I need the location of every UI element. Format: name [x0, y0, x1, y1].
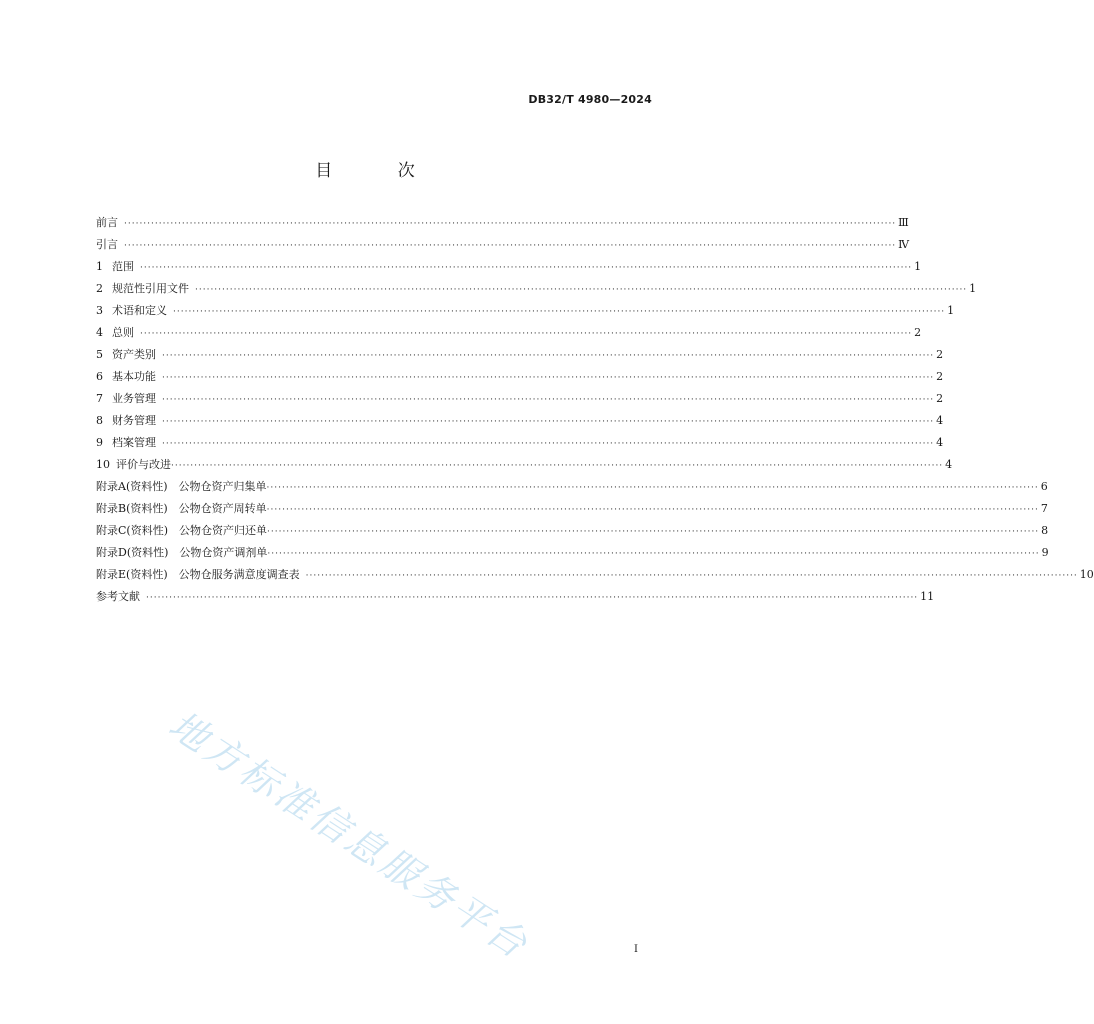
toc-label: [96, 432, 156, 454]
toc-text: 评价与改进: [116, 458, 171, 471]
toc-text: 资产类别: [112, 348, 156, 361]
toc-number: 10: [96, 458, 110, 471]
toc-leader: ········································································································································································································: [140, 263, 913, 273]
toc-label: 附录D(资料性) 公物仓资产调剂单: [96, 546, 268, 559]
standard-code: DB32/T 4980—2024: [528, 93, 652, 106]
toc-title: 目 次: [315, 161, 445, 181]
toc-leader: ········································································································································································································: [266, 483, 1039, 493]
toc-page: 11: [920, 590, 935, 603]
toc-text: 业务管理: [112, 392, 156, 405]
toc-entry-appendix-e[interactable]: [96, 564, 1094, 586]
toc-text: 范围: [112, 260, 134, 273]
toc-text: 档案管理: [112, 436, 156, 449]
toc-label: 附录A(资料性) 公物仓资产归集单: [96, 480, 267, 493]
toc-entry-financial-management[interactable]: [96, 410, 944, 432]
toc-entry-evaluation[interactable]: [96, 454, 953, 476]
toc-number: 5: [96, 348, 103, 361]
toc-entry-foreword[interactable]: [96, 212, 909, 234]
toc-entry-appendix-c[interactable]: [96, 520, 1049, 542]
toc-label: [96, 278, 189, 300]
toc-leader: ········································································································································································································: [173, 307, 946, 317]
toc-text: 基本功能: [112, 370, 156, 383]
toc-page: Ⅳ: [898, 238, 910, 251]
toc-label: [96, 300, 167, 322]
toc-label: [96, 410, 156, 432]
toc-leader: ········································································································································································································: [305, 571, 1078, 581]
toc-label: 前言: [96, 216, 118, 229]
toc-page: Ⅲ: [898, 216, 909, 229]
toc-page: 4: [936, 436, 944, 449]
toc-text: 术语和定义: [112, 304, 167, 317]
toc-page: 2: [936, 392, 944, 405]
toc-entry-scope[interactable]: [96, 256, 922, 278]
toc-label: 附录E(资料性) 公物仓服务满意度调查表: [96, 568, 300, 581]
toc-leader: ········································································································································································································: [162, 439, 935, 449]
toc-leader: ········································································································································································································: [171, 461, 944, 471]
toc-page: 1: [947, 304, 955, 317]
toc-page: 10: [1079, 568, 1094, 581]
toc-leader: ········································································································································································································: [267, 549, 1040, 559]
toc-label: 引言: [96, 238, 118, 251]
toc-entry-introduction[interactable]: [96, 234, 910, 256]
toc-label: [96, 388, 156, 410]
toc-page: 4: [936, 414, 944, 427]
toc-page: 9: [1041, 546, 1049, 559]
toc-text: 规范性引用文件: [112, 282, 189, 295]
toc-number: 9: [96, 436, 103, 449]
toc-label: 附录C(资料性) 公物仓资产归还单: [96, 524, 267, 537]
toc-entry-bibliography[interactable]: [96, 586, 935, 608]
toc-leader: ········································································································································································································: [162, 395, 935, 405]
toc-entry-asset-categories[interactable]: [96, 344, 944, 366]
toc-entry-appendix-d[interactable]: [96, 542, 1049, 564]
toc-page: 2: [914, 326, 922, 339]
toc-number: 8: [96, 414, 103, 427]
toc-label: [96, 344, 156, 366]
toc-page: 2: [936, 348, 944, 361]
toc-page: 6: [1040, 480, 1048, 493]
toc-entry-terms[interactable]: [96, 300, 955, 322]
toc-text: 总则: [112, 326, 134, 339]
toc-leader: ········································································································································································································: [267, 527, 1040, 537]
toc-entry-basic-functions[interactable]: [96, 366, 944, 388]
toc-label: [96, 454, 171, 476]
toc-label: 参考文献: [96, 590, 140, 603]
toc-label: [96, 256, 134, 278]
toc-label: 附录B(资料性) 公物仓资产周转单: [96, 502, 267, 515]
toc-entry-business-management[interactable]: [96, 388, 944, 410]
toc-entry-archive-management[interactable]: [96, 432, 944, 454]
toc-list: [96, 212, 1094, 608]
toc-number: 1: [96, 260, 103, 273]
toc-number: 6: [96, 370, 103, 383]
toc-leader: ········································································································································································································: [140, 329, 913, 339]
toc-page: 2: [936, 370, 944, 383]
toc-leader: ········································································································································································································: [124, 219, 897, 229]
toc-page: 1: [969, 282, 977, 295]
toc-page: 7: [1040, 502, 1048, 515]
toc-number: 4: [96, 326, 103, 339]
page-number: I: [634, 944, 638, 955]
toc-number: 3: [96, 304, 103, 317]
toc-entry-normative-references[interactable]: [96, 278, 977, 300]
toc-page: 1: [914, 260, 922, 273]
toc-leader: ········································································································································································································: [266, 505, 1039, 515]
toc-leader: ········································································································································································································: [162, 417, 935, 427]
toc-entry-general[interactable]: [96, 322, 922, 344]
toc-text: 财务管理: [112, 414, 156, 427]
toc-label: [96, 322, 134, 344]
toc-leader: ········································································································································································································: [162, 373, 935, 383]
toc-leader: ········································································································································································································: [146, 593, 919, 603]
toc-entry-appendix-b[interactable]: [96, 498, 1048, 520]
toc-number: 2: [96, 282, 103, 295]
toc-leader: ········································································································································································································: [162, 351, 935, 361]
toc-number: 7: [96, 392, 103, 405]
toc-page: 8: [1041, 524, 1049, 537]
toc-leader: ········································································································································································································: [124, 241, 897, 251]
toc-leader: ········································································································································································································: [195, 285, 968, 295]
toc-label: [96, 366, 156, 388]
toc-page: 4: [945, 458, 953, 471]
watermark: 地方标准信息服务平台: [161, 702, 538, 969]
toc-entry-appendix-a[interactable]: [96, 476, 1048, 498]
